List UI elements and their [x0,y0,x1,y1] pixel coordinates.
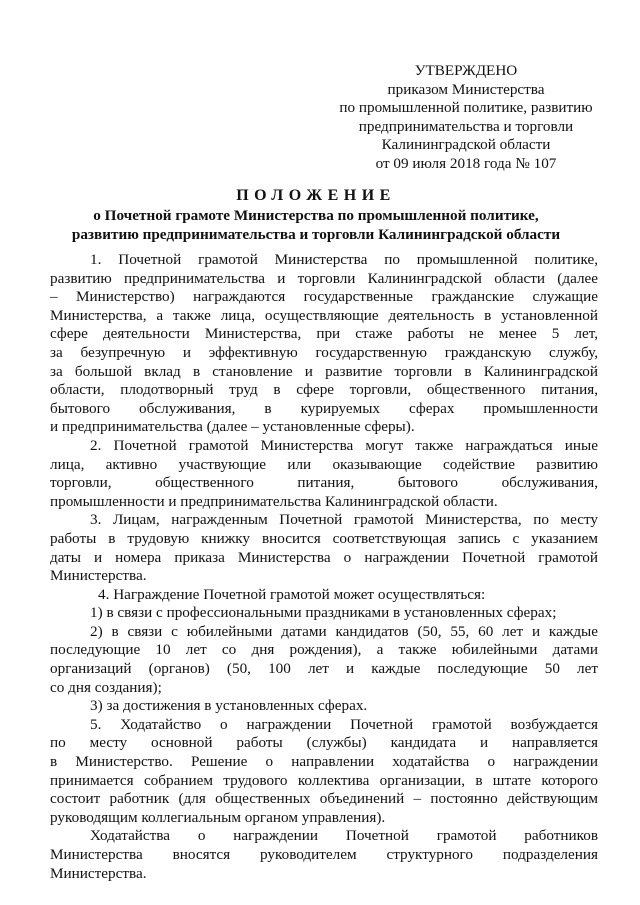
text-line: бытового обслуживания, в курируемых сферах промышленности [50,399,598,417]
approval-line: предпринимательства и торговли [358,117,574,135]
text-line: состоит работник (для общественных объединений – постоянно действующим [50,790,598,808]
list-item-1 [50,604,598,623]
paragraph-3 [50,511,598,585]
text-line: лица, активно участвующие или оказывающие содействие развитию [50,455,598,473]
text-line: по месту основной работы (службы) кандидата и направляется [50,734,598,752]
text-line: руководящим коллегиальным органом управления). [50,808,386,826]
approval-stamp [330,62,602,174]
text-line: области, плодотворный труд в сфере торговли, общественного питания, [50,381,598,399]
text-line: 1) в связи с профессиональными праздниками в установленных сферах; [90,604,557,622]
text-line: даты и номера приказа Министерства о награждении Почетной грамотой [50,548,598,566]
paragraph-1 [50,251,598,437]
text-line: 1. Почетной грамотой Министерства по промышленной политике, [90,251,598,268]
text-line: за большой вклад в становление и развитие торговли в Калининградской [50,362,598,380]
approval-line: приказом Министерства [387,80,545,98]
list-item-3 [50,697,598,716]
approval-line: от 09 июля 2018 года № 107 [375,154,557,172]
text-line: сфере деятельности Министерства, при стаже работы не менее 5 лет, [50,325,598,343]
text-line: Министерства. [50,567,147,585]
text-line: Министерства. [50,864,147,882]
text-line: промышленности и предпринимательства Калининградской области. [50,492,498,510]
text-line: Ходатайства о награждении Почетной грамотой работников [90,827,598,845]
text-line: – Министерство) награждаются государственные гражданские служащие [50,288,598,306]
approval-line: по промышленной политике, развитию [339,99,593,117]
text-line: 3. Лицам, награжденным Почетной грамотой Министерства, по месту [90,511,598,529]
paragraph-2 [50,437,598,511]
list-item-2 [50,623,598,697]
subtitle-line: о Почетной грамоте Министерства по промышленной политике, [93,207,539,224]
subtitle-line: развитию предпринимательства и торговли Калининградской области [71,226,561,243]
text-line: развитию предпринимательства и торговли Калининградской области (далее [50,269,598,287]
document-subtitle [40,206,592,244]
text-line: и предпринимательства (далее – установленные сферы). [50,418,415,436]
text-line: организаций (органов) (50, 100 лет и каждые последующие 50 лет [50,660,598,678]
text-line: принимается собранием трудового коллектива организации, в штате которого [50,771,598,789]
text-line: 5. Ходатайство о награждении Почетной грамотой возбуждается [90,715,598,733]
text-line: за безупречную и эффективную государственную гражданскую службу, [50,343,598,361]
text-line: Министерства, а также лица, осуществляющие деятельность в установленной [50,306,598,324]
text-line: торговли, общественного питания, бытового обслуживания, [50,474,598,492]
text-line: со дня создания); [50,678,162,696]
approval-line: УТВЕРЖДЕНО [414,62,518,79]
document-title: ПОЛОЖЕНИЕ [236,187,396,204]
text-line: 3) за достижения в установленных сферах. [90,697,368,715]
document-title-block [40,186,592,244]
approval-line: Калининградской области [381,136,551,154]
text-line: Министерства вносятся руководителем структурного подразделения [50,846,598,863]
paragraph-4 [50,586,598,605]
text-line: 4. Награждение Почетной грамотой может осуществляться: [98,585,486,603]
text-line: в Министерство. Решение о направлении ходатайства о награждении [50,753,598,771]
text-line: работы в трудовую книжку вносится соответствующая запись с указанием [50,529,598,547]
paragraph-5 [50,716,598,828]
document-body [50,251,598,883]
text-line: 2. Почетной грамотой Министерства могут также награждаться иные [90,436,598,454]
text-line: последующие 10 лет со дня рождения), а также юбилейными датами [50,641,598,659]
paragraph-6 [50,827,598,883]
text-line: 2) в связи с юбилейными датами кандидатов (50, 55, 60 лет и каждые [90,622,598,640]
